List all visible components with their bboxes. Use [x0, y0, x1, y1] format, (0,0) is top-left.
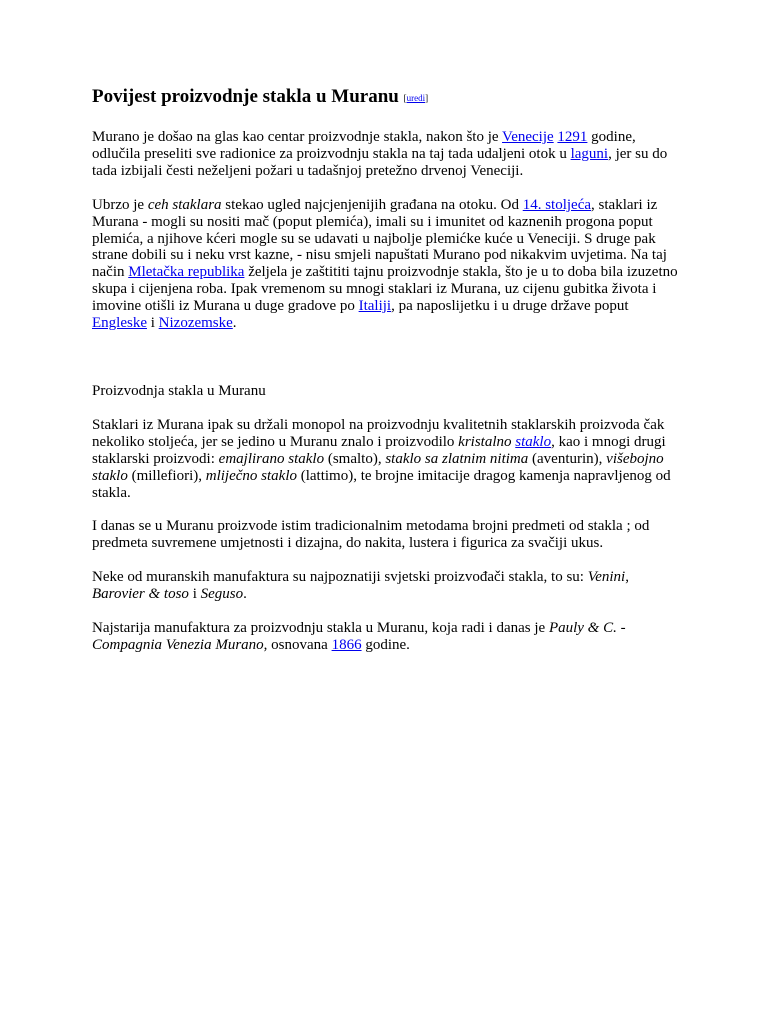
- link-nizozemske[interactable]: Nizozemske: [158, 315, 233, 332]
- paragraph-monopol: Staklari iz Murana ipak su držali monopol na proizvodnju kvalitetnih staklarskih proizvoda čak nekoliko stoljeća, jer se jedino u Muranu znalo i proizvodilo kristalno staklo, kao i mnogi drugi staklarski proizvodi: emajlirano staklo (smalto), staklo sa zlatnim nitima (aventurin), višebojno staklo (millefiori), mliječno staklo (lattimo), te brojne imitacije dragog kamenja napravljenog od stakla.: [92, 416, 671, 501]
- paragraph-najstarija: Najstarija manufaktura za proizvodnju stakla u Muranu, koja radi i danas je Pauly & C. - Compagnia Venezia Murano, osnovana 1866 godine.: [92, 620, 626, 653]
- link-1291[interactable]: 1291: [557, 129, 588, 145]
- link-laguni[interactable]: laguni: [570, 145, 609, 162]
- emphasis-ceh: ceh staklara: [147, 196, 222, 213]
- link-engleske[interactable]: Engleske: [92, 315, 147, 332]
- link-mletacka-republika[interactable]: Mletačka republika: [128, 264, 245, 281]
- paragraph-ceh: Ubrzo je ceh staklara stekao ugled najcjenjenijih građana na otoku. Od 14. stoljeća, staklari iz Murana - mogli su nositi mač (poput plemića), imali su i imunitet od kaznenih progona poput plemića, a njihove kćeri mogle su se udavati u najbolje plemićke kuće u Veneciji. S druge pak strane dobili su i neku vrst kazne, - nisu smjeli napuštati Murano pod nikakvim uvjetima. Na taj način Mletačka republika željela je zaštititi tajnu proizvodnje stakla, što je u to doba bila izuzetno skupa i cijenjena roba. Ipak vremenom su mnogi staklari iz Murana, uz cijenu gubitka života i imovine otišli iz Murana u duge gradove po Italiji, pa naposlijetku i u druge države poput Engleske i Nizozemske.: [92, 196, 678, 332]
- link-14-stoljeca[interactable]: 14. stoljeća: [522, 196, 592, 213]
- edit-link[interactable]: uredi: [406, 93, 426, 103]
- paragraph-danas: I danas se u Muranu proizvode istim tradicionalnim metodama brojni predmeti od stakla ; od predmeta suvremene umjetnosti i dizajna, do nakita, lustera i figurica za svačiji ukus.: [92, 518, 650, 552]
- edit-section: [uredi]: [403, 93, 429, 103]
- article: [92, 86, 682, 671]
- link-italiji[interactable]: Italiji: [358, 298, 392, 315]
- paragraph-intro: Murano je došao na glas kao centar proizvodnje stakla, nakon što je Venecije 1291 godine, odlučila preseliti sve radionice za proizvodnju stakla na taj tada udaljeni otok u laguni, jer su do tada izbijali česti neželjeni požari u tadašnjoj pretežno drvenoj Veneciji.: [92, 129, 668, 179]
- section-heading: [92, 86, 682, 109]
- subheading: Proizvodnja stakla u Muranu: [92, 382, 266, 399]
- paragraph-manufakture: Neke od muranskih manufaktura su najpoznatiji svjetski proizvođači stakla, to su: Venini, Barovier & toso i Seguso.: [92, 569, 629, 603]
- page-title: Povijest proizvodnje stakla u Muranu: [92, 86, 399, 107]
- link-staklo[interactable]: staklo: [515, 433, 552, 450]
- link-1866[interactable]: 1866: [331, 636, 362, 653]
- link-venecije[interactable]: Venecije: [502, 129, 554, 145]
- spacer: [92, 349, 682, 383]
